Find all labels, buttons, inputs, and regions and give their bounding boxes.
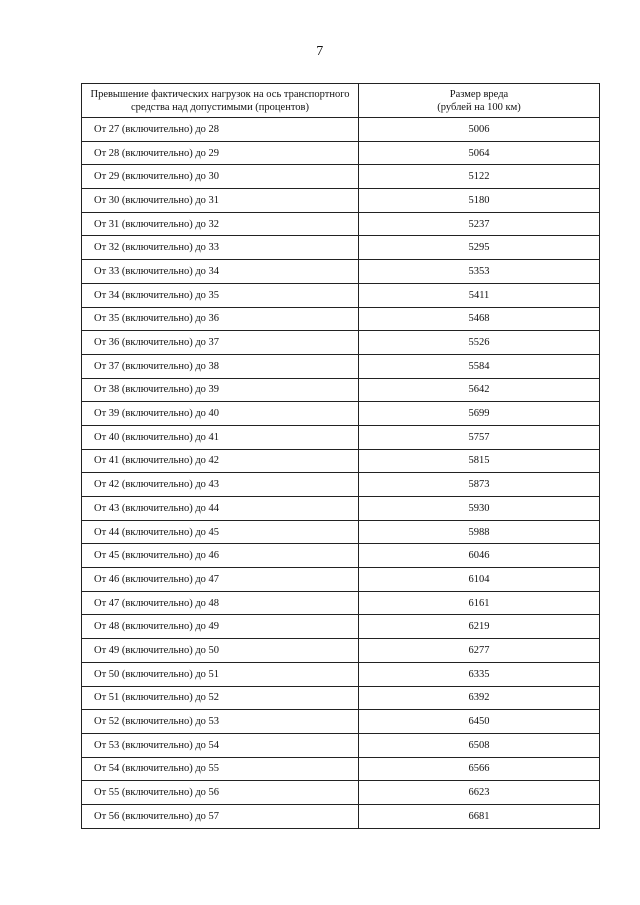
table-row: [82, 236, 600, 260]
damage-value-cell: 6450: [359, 710, 600, 734]
damage-value-cell: 6046: [359, 544, 600, 568]
load-range-cell: От 30 (включительно) до 31: [82, 189, 359, 213]
load-range-cell: От 29 (включительно) до 30: [82, 165, 359, 189]
table-row: [82, 497, 600, 521]
load-range-cell: От 55 (включительно) до 56: [82, 781, 359, 805]
load-range-cell: От 28 (включительно) до 29: [82, 141, 359, 165]
load-range-cell: От 45 (включительно) до 46: [82, 544, 359, 568]
header-excess-load: [82, 84, 359, 118]
table-row: [82, 591, 600, 615]
load-range-cell: От 35 (включительно) до 36: [82, 307, 359, 331]
damage-value-cell: 6508: [359, 733, 600, 757]
load-range-cell: От 50 (включительно) до 51: [82, 662, 359, 686]
damage-value-cell: 5815: [359, 449, 600, 473]
load-range-cell: От 39 (включительно) до 40: [82, 402, 359, 426]
load-range-cell: От 33 (включительно) до 34: [82, 260, 359, 284]
damage-value-cell: 6623: [359, 781, 600, 805]
load-range-cell: От 52 (включительно) до 53: [82, 710, 359, 734]
table-row: [82, 544, 600, 568]
table-row: [82, 757, 600, 781]
damage-value-cell: 6335: [359, 662, 600, 686]
table-row: [82, 189, 600, 213]
header-row: [82, 84, 600, 118]
table-row: [82, 118, 600, 142]
table-row: [82, 568, 600, 592]
header-excess-load-line1: Превышение фактических нагрузок на ось транспортного: [90, 88, 350, 100]
header-excess-load-line2: средства над допустимыми (процентов): [131, 101, 309, 113]
damage-value-cell: 6161: [359, 591, 600, 615]
table-row: [82, 425, 600, 449]
damage-value-cell: 5873: [359, 473, 600, 497]
load-range-cell: От 36 (включительно) до 37: [82, 331, 359, 355]
damage-value-cell: 5468: [359, 307, 600, 331]
table-row: [82, 260, 600, 284]
damage-value-cell: 6566: [359, 757, 600, 781]
table-row: [82, 283, 600, 307]
table-row: [82, 662, 600, 686]
damage-value-cell: 5353: [359, 260, 600, 284]
damage-value-cell: 5699: [359, 402, 600, 426]
damage-value-cell: 5064: [359, 141, 600, 165]
load-range-cell: От 32 (включительно) до 33: [82, 236, 359, 260]
load-range-cell: От 41 (включительно) до 42: [82, 449, 359, 473]
table-row: [82, 639, 600, 663]
damage-value-cell: 5180: [359, 189, 600, 213]
table-row: [82, 615, 600, 639]
table-body: [82, 118, 600, 829]
load-range-cell: От 31 (включительно) до 32: [82, 212, 359, 236]
load-range-cell: От 49 (включительно) до 50: [82, 639, 359, 663]
table-row: [82, 781, 600, 805]
table-header: [82, 84, 600, 118]
damage-value-cell: 5006: [359, 118, 600, 142]
damage-value-cell: 5642: [359, 378, 600, 402]
load-range-cell: От 34 (включительно) до 35: [82, 283, 359, 307]
load-range-cell: От 48 (включительно) до 49: [82, 615, 359, 639]
damage-value-cell: 6219: [359, 615, 600, 639]
damage-value-cell: 6277: [359, 639, 600, 663]
damage-table: [81, 83, 600, 829]
table-row: [82, 331, 600, 355]
table-row: [82, 378, 600, 402]
table-row: [82, 212, 600, 236]
table-row: [82, 686, 600, 710]
load-range-cell: От 44 (включительно) до 45: [82, 520, 359, 544]
load-range-cell: От 46 (включительно) до 47: [82, 568, 359, 592]
load-range-cell: От 53 (включительно) до 54: [82, 733, 359, 757]
damage-value-cell: 5295: [359, 236, 600, 260]
table-row: [82, 733, 600, 757]
header-damage-amount-line2: (рублей на 100 км): [437, 101, 521, 113]
damage-value-cell: 5411: [359, 283, 600, 307]
table-row: [82, 354, 600, 378]
load-range-cell: От 40 (включительно) до 41: [82, 425, 359, 449]
load-range-cell: От 43 (включительно) до 44: [82, 497, 359, 521]
header-damage-amount: [359, 84, 600, 118]
damage-value-cell: 5237: [359, 212, 600, 236]
table-row: [82, 710, 600, 734]
page-number: 7: [316, 44, 324, 59]
table-row: [82, 402, 600, 426]
load-range-cell: От 56 (включительно) до 57: [82, 804, 359, 828]
load-range-cell: От 54 (включительно) до 55: [82, 757, 359, 781]
damage-value-cell: 5757: [359, 425, 600, 449]
damage-value-cell: 5526: [359, 331, 600, 355]
load-range-cell: От 37 (включительно) до 38: [82, 354, 359, 378]
load-range-cell: От 38 (включительно) до 39: [82, 378, 359, 402]
load-range-cell: От 51 (включительно) до 52: [82, 686, 359, 710]
load-range-cell: От 47 (включительно) до 48: [82, 591, 359, 615]
damage-value-cell: 6392: [359, 686, 600, 710]
table-row: [82, 307, 600, 331]
damage-value-cell: 5988: [359, 520, 600, 544]
load-range-cell: От 27 (включительно) до 28: [82, 118, 359, 142]
damage-value-cell: 5584: [359, 354, 600, 378]
table-row: [82, 804, 600, 828]
damage-value-cell: 6104: [359, 568, 600, 592]
load-range-cell: От 42 (включительно) до 43: [82, 473, 359, 497]
table-row: [82, 141, 600, 165]
damage-value-cell: 5122: [359, 165, 600, 189]
table-row: [82, 473, 600, 497]
table-row: [82, 520, 600, 544]
damage-value-cell: 6681: [359, 804, 600, 828]
table-row: [82, 165, 600, 189]
table-row: [82, 449, 600, 473]
damage-value-cell: 5930: [359, 497, 600, 521]
header-damage-amount-line1: Размер вреда: [449, 88, 509, 100]
